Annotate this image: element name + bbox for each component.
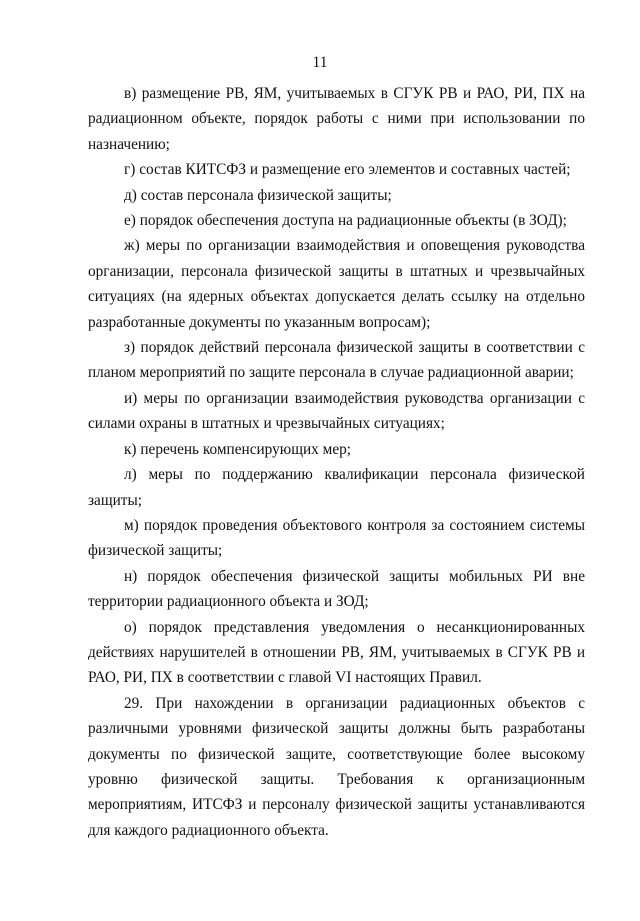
paragraph-e: е) порядок обеспечения доступа на радиационные объекты (в ЗОД); (124, 212, 567, 230)
document-body (88, 81, 585, 843)
paragraph-i: и) меры по организации взаимодействия руководства организации с силами охраны в штатных и чрезвычайных ситуациях; (88, 389, 585, 433)
page-number: 11 (312, 54, 328, 71)
paragraph-n: н) порядок обеспечения физической защиты мобильных РИ вне территории радиационного объекта и ЗОД; (88, 567, 585, 611)
paragraph-29: 29. При нахождении в организации радиационных объектов с различными уровнями физической защиты должны быть разработаны документы по физической защите, соответствующие более высокому уровню физической защиты. Требования к организационным мероприятиям, ИТСФЗ и персоналу физической защиты устанавливаются для каждого радиационного объекта. (88, 694, 585, 839)
paragraph-zh: ж) меры по организации взаимодействия и оповещения руководства организации, персонала физической защиты в штатных и чрезвычайных ситуациях (на ядерных объектах допускается делать ссылку на отдельно разработанные документы по указанным вопросам); (88, 237, 585, 331)
paragraph-g: г) состав КИТСФЗ и размещение его элементов и составных частей; (124, 161, 571, 179)
paragraph-m: м) порядок проведения объектового контроля за состоянием системы физической защиты; (88, 516, 585, 560)
paragraph-z: з) порядок действий персонала физической защиты в соответствии с планом мероприятий по защите персонала в случае радиационной аварии; (88, 339, 585, 382)
paragraph-k: к) перечень компенсирующих мер; (124, 440, 352, 458)
paragraph-o: о) порядок представления уведомления о несанкционированных действиях нарушителей в отношении РВ, ЯМ, учитываемых в СГУК РВ и РАО, РИ, ПХ в соответствии с главой VI настоящих Правил. (88, 618, 585, 687)
paragraph-d: д) состав персонала физической защиты; (124, 186, 392, 204)
paragraph-v: в) размещение РВ, ЯМ, учитываемых в СГУК РВ и РАО, РИ, ПХ на радиационном объекте, порядок работы с ними при использовании по назначению; (88, 85, 585, 153)
paragraph-l: л) меры по поддержанию квалификации персонала физической защиты; (88, 466, 585, 509)
